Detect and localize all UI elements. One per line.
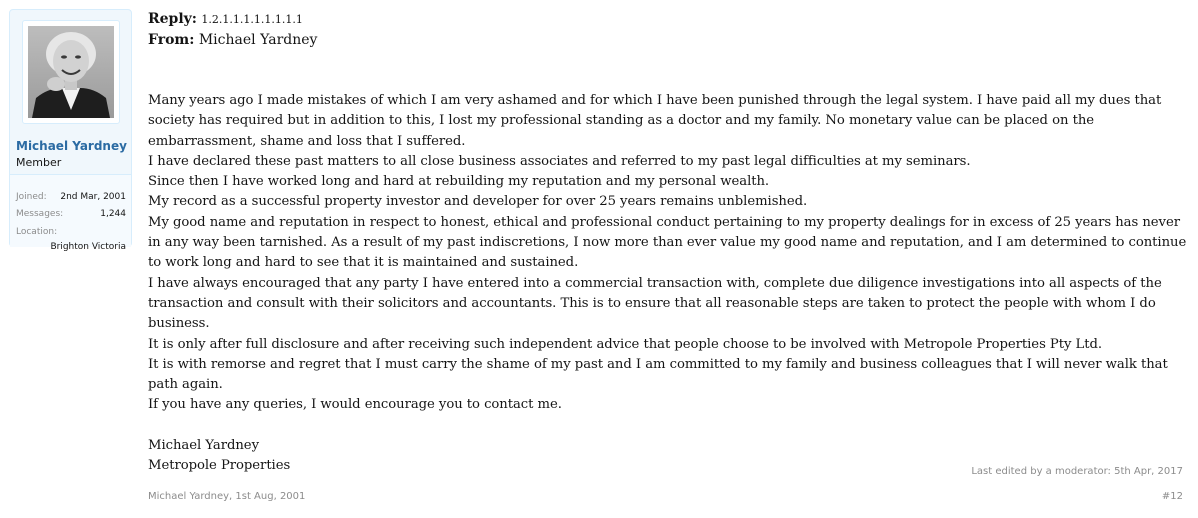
message-body	[148, 91, 1188, 477]
spacer	[148, 416, 1188, 436]
message-user-info	[9, 9, 132, 252]
paragraph: Many years ago I made mistakes of which I am very ashamed and for which I have been punished through the legal system. I have paid all my dues that society has required but in addition to this, I lost my professional standing as a doctor and my family. No monetary value can be placed on the embarrassment, shame and loss that I suffered.	[148, 93, 1162, 149]
user-title: Member	[16, 156, 62, 169]
signature-name: Michael Yardney	[148, 438, 259, 454]
paragraph: My record as a successful property investor and developer for over 25 years remains unblemished.	[148, 194, 808, 210]
reply-label: Reply:	[148, 11, 197, 27]
from-label: From:	[148, 32, 195, 48]
from-line	[148, 30, 317, 50]
avatar[interactable]	[28, 26, 114, 118]
paragraph: It is with remorse and regret that I must carry the shame of my past and I am committed to my family and business colleagues that I will never walk that path again.	[148, 356, 1168, 393]
joined-value: 2nd Mar, 2001	[60, 192, 126, 202]
paragraph: I have always encouraged that any party I have entered into a commercial transaction with, complete due diligence investigations into all aspects of the transaction and consult with their solicitors and accountants. This is to ensure that all reasonable steps are taken to protect the people with whom I do business.	[148, 275, 1162, 332]
signature-company: Metropole Properties	[148, 458, 291, 474]
messages-label: Messages:	[16, 209, 64, 219]
reply-id: 1.2.1.1.1.1.1.1.1.1	[201, 13, 303, 26]
edit-note: Last edited by a moderator: 5th Apr, 2017	[971, 466, 1183, 477]
username[interactable]: Michael Yardney	[16, 139, 127, 153]
avatar-frame[interactable]	[22, 20, 120, 124]
post-author-date[interactable]: Michael Yardney, 1st Aug, 2001	[148, 491, 306, 502]
paragraph: My good name and reputation in respect to honest, ethical and professional conduct pertaining to my property dealings for in excess of 25 years has never in any way been tarnished. As a result of my past indiscretions, I now more than ever value my good name and reputation, and I am determined to continue to work long and hard to see that it is maintained and sustained.	[148, 214, 1187, 271]
paragraph: It is only after full disclosure and after receiving such independent advice that people choose to be involved with Metropole Properties Pty Ltd.	[148, 336, 1103, 352]
location-label: Location:	[16, 227, 58, 237]
reply-line	[148, 9, 303, 30]
user-extra-info	[10, 174, 131, 252]
messages-value[interactable]: 1,244	[100, 209, 126, 219]
location-value[interactable]: Brighton Victoria	[50, 242, 126, 252]
joined-label: Joined:	[16, 192, 47, 202]
paragraph: Since then I have worked long and hard at rebuilding my reputation and my personal wealth.	[148, 174, 770, 190]
from-value: Michael Yardney	[198, 32, 318, 48]
post-number-link[interactable]: #12	[1161, 491, 1183, 502]
avatar-photo	[28, 26, 114, 118]
paragraph: I have declared these past matters to all close business associates and referred to my past legal difficulties at my seminars.	[148, 153, 971, 169]
paragraph: If you have any queries, I would encourage you to contact me.	[148, 397, 562, 413]
